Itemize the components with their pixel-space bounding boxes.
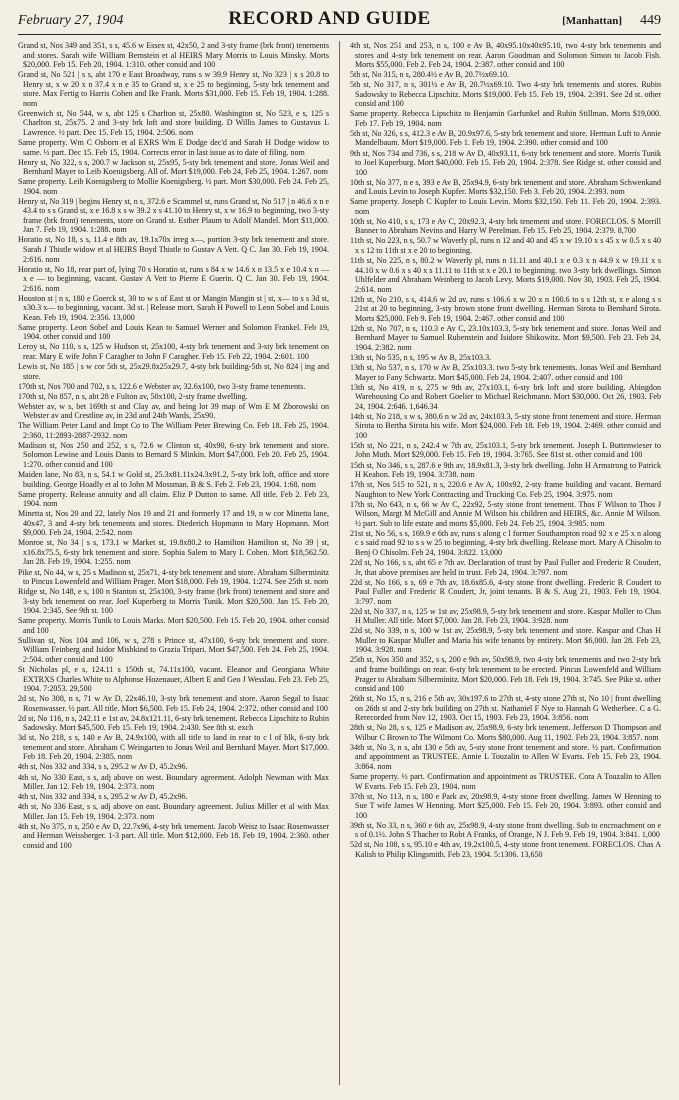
page-header — [18, 8, 661, 35]
transaction-entry: Horatio st, No 18, rear part of, lying 70 s Horatio st, runs s 84 x w 14.6 x n 13.5 x e 10.4 x n — x e — to beginning, vacant. Gustav A Vett to Pierre E Guerin. Q C. Jan 30. Feb 19, 1904. 2:616. nom — [18, 264, 330, 293]
transaction-entry: 14th st, No 218, s w s, 380.6 n w 2d av, 24x103.3, 5-sty stone front tenement and store. Herman Sirota to Bertha Sirota his wife. Mort $24,000. Feb 18. Feb 19, 1904. 2:469. other consid and 100 — [350, 411, 661, 440]
right-column — [350, 41, 661, 1085]
transaction-entry: Ridge st, No 148, e s, 100 n Stanton st, 25x100, 3-sty frame (brk front) tenement and store and 3-sty brk tenement on rear. Joel Kuperberg to Morris Tunik. Mort $20,500. Jan 15. Feb 20, 1904. 2:345. See 9th st. 100 — [18, 587, 330, 616]
section-label: [Manhattan] — [562, 15, 622, 27]
transaction-entry: Horatio st, No 18, s s, 11.4 e 8th av, 19.1x70x irreg x—, portion 3-sty brk tenement and store. Sarah J Thistle widow et al HEIRS Boyd Thistle to Gustav A Vett. Q C. Jan 30. Feb 19, 1904. 2:616. nom — [18, 235, 330, 264]
transaction-entry: 2d st, No 116, n s, 242.11 e 1st av, 24.8x121.11, 6-sty brk tenement. Rebecca Lipschitz to Rubin Sadowsky. Mort $45,500. Feb 15. Feb 19, 1904. 2:430. See 8th st. exch — [18, 713, 330, 733]
transaction-entry: 22d st, No 339, n s, 100 w 1st av, 25x98.9, 5-sty brk tenement and store. Kaspar and Chas H Muller to Kaspar Muller and Maria his wife tenants by entirety. Mort $6,000. Jan 28. Feb 23, 1904. 3:928. nom — [350, 626, 661, 655]
transaction-entry: 2d st, No 308, n s, 71 w Av D, 22x46.10, 3-sty brk tenement and store. Aaron Segal to Isaac Rosenwasser. ½ part. All title. Mort $6,500. Feb 15. Feb 24, 1904. 2:372. other consid and 100 — [18, 694, 330, 713]
transaction-entry: 15th st, No 221, n s, 242.4 w 7th av, 25x103.1, 5-sty brk tenement. Joseph L Buttenwieser to John Muth. Mort $29,000. Feb 15. Feb 19, 1904. 3:765. See 81st st. other consid and 100 — [350, 440, 661, 460]
header-right — [501, 13, 661, 29]
transaction-entry: 9th st, Nos 734 and 736, s s, 218 w Av D, 40x93.11, 6-sty brk tenement and store. Morris Tunik to Joel Kuperburg. Mort $40,000. Feb 15. Feb 20, 1904. 2:378. See Ridge st. other consid and 100 — [350, 148, 661, 177]
column-divider — [339, 41, 340, 1085]
transaction-entry: Monroe st, No 34 | s s, 173.1 w Market st, 19.8x80.2 to Hamilton Hamilton st, No 39 | st, x16.8x75.5, 6-sty brk tenement and store. Sophia Salem to Mary L Cohen. Mort $18,562.50. Jan 28. Feb 19, 1904. 1:255. nom — [18, 538, 330, 567]
transaction-entry: 11th st, No 223, n s, 50.7 w Waverly pl, runs n 12 and 40 and 45 x w 19.10 x s 45 x w 0.5 x s 40 x s 12 to 11th st x e 20 to beginning. — [350, 236, 661, 255]
transaction-entry: 26th st, No 15, n s, 216 e 5th av, 30x197.6 to 27th st, 4-sty stone 27th st, No 10 | front dwelling on 26th st and 2-sty brk building on 27th st. Nathaniel F Nye to Hannah G Wetherbee. C a G. Rerecorded from Nov 12, 1903. Oct 15, 1903. Feb 23, 1904. 3:856. nom — [350, 694, 661, 723]
transaction-entry: Same property. Leon Sobel and Louis Kean to Samuel Werner and Solomon Frankel. Feb 19, 1904. other consid and 100 — [18, 322, 330, 342]
transaction-entry: 13th st, No 537, n s, 170 w Av B, 25x103.3. two 5-sty brk tenements. Jonas Weil and Bernhard Mayer to Fany Schwartz. Mort $45,000. Feb 24, 1904. 2:407. other consid and 100 — [350, 363, 661, 382]
transaction-entry: 13th st, No 535, n s, 195 w Av B, 25x103.3. — [350, 353, 492, 362]
transaction-entry: 170th st, No 857, n s, abt 28 e Fulton av, 50x100, 2-sty frame dwelling. — [18, 391, 248, 401]
transaction-entry: 5th st, No 317, n s, 301½ e Av B, 20.7½x69.10. Two 4-sty brk tenements and stores. Rubin Sadowsky to Rebecca Lipschitz. Morts $19,000. Feb 15. Feb 19, 1904. 2:391. See 2d st. other consid and 100 — [350, 80, 661, 109]
transaction-entry: Same property. ½ part. Confirmation and appointment as TRUSTEE. Cora A Touzalin to Allen W Evarts. Feb 15. Feb 23, 1904. nom — [350, 772, 661, 791]
transaction-entry: Lewis st, No 185 | s w cor 5th st, 25x29.8x25x29.7, 4-sty brk building-5th st, No 824 | ing and store. — [18, 362, 330, 381]
transaction-entry: 4th st, Nos 332 and 334, s s, 295.2 w Av D, 45.2x96. — [18, 762, 188, 772]
text-columns — [18, 41, 661, 1085]
transaction-entry: 12th st, No 210, s s, 414.6 w 2d av, runs s 106.6 x w 20 x n 100.6 to s s 12th st, x e along s s 21st at 20 to beginning, 3-sty brown stone front dwelling. Herman Sirota to Bernhard Sirota. Morts $25,000. Feb 9. Feb 19, 1904. 2:467. other consid and 100 — [350, 294, 661, 323]
transaction-entry: Henry st, No 322, s s, 200.7 w Jackson st, 25x95, 5-sty brk tenement and store. Jonas Weil and Bernhard Mayer to Leib Koenigsberg. All of. Mort $19,000. Feb 24, Feb 25, 1904. 1:267. nom — [18, 157, 330, 177]
transaction-entry: 3d st, No 218, s s, 140 e Av B, 24.9x100, with all title to land in rear to c l of blk, 6-sty brk tenement and store. Abraham C Weingarten to Jonas Weil and Bernhard Mayer. Mort $17,000. Feb 18. Feb 20, 1904. 2:385. nom — [18, 733, 330, 762]
transaction-entry: 12th st, No 707, n s, 110.3 e Av C, 23.10x103.3, 5-sty brk tenement and store. Jonas Weil and Bernhard Mayer to Samuel Rubenstein and Isidore Shikowitz. Mort $9,500. Feb 23. Feb 24, 1904. 2:382. nom — [350, 323, 661, 352]
transaction-entry: Minetta st, Nos 20 and 22, lately Nos 19 and 21 and formerly 17 and 19, n w cor Minetta lane, 40x47, 3 and 4-sty brk tenements and stores. Diederich Hopmann to Mary Hopmann. Mort $9,000. Feb 24, 1904. 2:542. nom — [18, 509, 330, 538]
transaction-entry: 11th st, No 225, n s, 80.2 w Waverly pl, runs n 11.11 and 40.1 x e 0.3 x n 44.9 x w 19.11 x s 44.10 x w 0.6 x s 40 x s 11.11 to 11th st x e 20.1 to beginning. two 3-sty brk dwellings. Simon Uhlfelder and Abraham Weinberg to Jacob Levy. Morts $19,000. Nov 30, 1903. Feb 25, 1904. 2:614. nom — [350, 256, 661, 294]
issue-date: February 27, 1904 — [18, 13, 124, 28]
transaction-entry: 21st st, No 56, s s, 169.9 e 6th av, runs s along c l former Southampton road 92 x e 25 x n along c s said road 92 to s s w 25 to beginning, 4-sty brk dwelling. Release mort. Mary A Chisolm to Benj O Chisolm. Feb 24, 1904. 3:822. 13,000 — [350, 528, 661, 557]
transaction-entry: Leroy st, No 110, s s, 125 w Hudson st, 25x100, 4-sty brk tenement and 3-sty brk tenement on rear. Mary E wife John F Caragher to John F Caragher. Feb 15. Feb 22, 1904. 2:601. 100 — [18, 342, 330, 361]
transaction-entry: 39th st, No 33, n s, 360 e 6th av, 25x98.9, 4-sty stone front dwelling. Sub to encroachment on e s of 0.1½. John S Thacher to Robt A Franks, of Orange, N J. Feb 9. Feb 19, 1904. 3:841. 1,000 — [350, 820, 661, 840]
transaction-entry: Webster av, w s, bet 169th st and Clay av, and being lot 39 map of Wm E M Zborowski on Webster av and Crestline av, in 23d and 24th Wards, 25x90. — [18, 401, 330, 421]
transaction-entry: Henry st, No 319 | begins Henry st, n s, 372.6 e Scammel st, runs Grand st, No 517 | n 46.6 x n e 43.4 to s s Grand st, x e 16.8 x s w 39.2 x s 41.10 to Henry st, x w 16.9 to beginning, two 3-sty frame (brk front) tenements, store on Grand st. Esther Plaum to Adolf Mandel. Mort $11,000. Jan 7. Feb 19, 1904. 1:288. nom — [18, 196, 330, 235]
transaction-entry: 22d st, No 166, s s, 69 e 7th av, 18.6x85.6, 4-sty stone front dwelling. Frederic R Coudert to Paul Fuller and Frederic R Coudert, Jr, joint tenants. B & S. Aug 21, 1903. Feb 19, 1904. 3:797. nom — [350, 577, 661, 606]
transaction-entry: Madison st, Nos 250 and 252, s s, 72.6 w Clinton st, 40x90, 6-sty brk tenement and store. Solomon Lewine and Louis Danis to Bernard S Minkin. Mort $47,000. Feb 20. Feb 25, 1904. 1:270. other consid and 100 — [18, 440, 330, 470]
transaction-entry: 4th st, No 330 East, s s, adj above on west. Boundary agreement. Adolph Newman with Max Miller. Jan 12. Feb 19, 1904. 2:373. nom — [18, 772, 330, 792]
transaction-entry: Same property. Leib Koenigsberg to Mollie Koenigsberg. ½ part. Mort $30,000. Feb 24. Feb 25, 1904. nom — [18, 177, 330, 196]
transaction-entry: 25th st, Nos 350 and 352, s s, 200 e 9th av, 50x98.9, two 4-sty brk tenements and two 2-sty brk and frame buildings on rear. 6-sty brk tenement to be erected. Pincus Lowenfeld and William Prager to Abraham Silberminitz. Mort $20,000. Feb 18. Feb 19, 1904. 3:745. See Pike st. other consid and 100 — [350, 655, 661, 694]
publication-title: RECORD AND GUIDE — [228, 8, 431, 29]
transaction-entry: Same property. Wm C Osborn et al EXRS Wm E Dodge dec'd and Sarah H Dodge widow to same. ½ part. Dec 15. Feb 15, 1904. Corrects error in last issue as to date of filing. nom — [18, 137, 330, 157]
transaction-entry: Grand st, No 521 | s s, abt 170 e East Broadway, runs s w 39.9 Henry st, No 323 | x s 20.8 to Henry st, x w 20 x n 37.4 x n e 35 to Grand st, x e 25 to beginning, 5-sty brk tenement and store. Max Fertig to Harris Cohen and Ike Frank. Morts $31,000. Feb 15. Feb 19, 1904. 1:288. nom — [18, 70, 330, 108]
transaction-entry: 10th st, No 410, s s, 173 e Av C, 20x92.3, 4-sty brk tenement and store. FORECLOS. S Morrill Banner to Abraham Nevins and Harry W Perelman. Feb 15. Feb 25, 1904. 2:379. 8,700 — [350, 216, 661, 236]
transaction-entry: 170th st, Nos 700 and 702, s s, 122.6 e Webster av, 32.6x100, two 3-sty frame tenements. — [18, 381, 306, 391]
transaction-entry: 37th st, No 113, n s, 180 e Park av, 20x98.9, 4-sty stone front dwelling. James W Henning to Sue T wife James W Henning. Mort $25,000. Feb 15. Feb 20, 1904. 3:893. other consid and 100 — [350, 791, 661, 820]
transaction-entry: The William Peter Land and Impt Co to The William Peter Brewing Co. Feb 18. Feb 25, 1904. 2:360, 11:2893-2887-2932. nom — [18, 421, 330, 440]
transaction-entry: Greenwich st, No 544, w s, abt 125 s Charlton st, 25x80. Washington st, No 523, e s, 125 s Charlton st, 25x75. 2 and 3-sty brk loft and store building. D Willis James to Gustavus L Lawrence. ½ part. Dec 15. Feb 15, 1904. 2:506. nom — [18, 108, 330, 137]
transaction-entry: St Nicholas pl, e s, 124.11 s 150th st, 74.11x100, vacant. Eleanor and Georgiana White EXTRXS Charles White to Alphonse Hozenauer, Albert E and Geo J Wesslau. Feb 23. Feb 25, 1904. 7:2053. 29,500 — [18, 665, 330, 694]
transaction-entry: 22d st, No 337, n s, 125 w 1st av, 25x98.9, 5-sty brk tenement and store. Kaspar Muller to Chas H Muller. All title. Mort $7,000. Jan 28. Feb 23, 1904. 3:928. nom — [350, 606, 661, 626]
newspaper-page — [18, 8, 661, 1092]
transaction-entry: Pike st, No 44, w s, 25 s Madison st, 25x71, 4-sty brk tenement and store. Abraham Silberminitz to Pincus Lowenfeld and William Prager. Mort $18,000. Feb 19, 1904. 1:274. See 25th st. nom — [18, 567, 330, 587]
transaction-entry: Same property. Release annuity and all claim. Eliz P Dutton to same. All title. Feb 2. Feb 23, 1904. nom — [18, 489, 330, 509]
transaction-entry: 4th st, Nos 332 and 334, s s, 295.2 w Av D, 45.2x96. — [18, 792, 188, 802]
transaction-entry: 17th st, No 643, n s, 66 w Av C, 22x92, 5-sty stone front tenement. Thos F Wilson to Thos J Wilson, Margt M McGill and Annie M Wilson his children and HEIRS, &c. Annie M Wilson. ½ part. Sub to life estate and morts $5,000. Feb 24. Feb 25, 1904. 3:985. nom — [350, 499, 661, 528]
page-number: 449 — [640, 13, 661, 28]
transaction-entry: 5th st, No 315, n s, 280.4½ e Av B, 20.7½x69.10. — [350, 70, 510, 80]
transaction-entry: 13th st, No 419, n s, 275 w 9th av, 27x103.1, 6-sty brk loft and store building. Abingdon Warehousing Co and Robert Goelier to Michael Reichmann. Mort $30,000. Oct 26, 1903. Feb 24, 1904. 2:646. 1,646.34 — [350, 382, 661, 411]
transaction-entry: 52d st, No 108, s s, 95.10 e 4th av, 19.2x100.5, 4-sty stone front tenement. FORECLOS. Chas A Kalish to Philip Klingsmith. Feb 23, 1904. 5:1306. 13,650 — [350, 840, 661, 859]
transaction-entry: 4th st, No 336 East, s s, adj above on east. Boundary agreement. Julius Miller et al with Max Miller. Jan 15. Feb 19, 1904. 2:373. nom — [18, 802, 330, 821]
transaction-entry: 10th st, No 377, n e s, 393 e Av B, 25x94.9, 6-sty brk tenement and store. Abraham Schwenkand and Louis Levin to Joseph Kupfer. Morts $32,150. Feb 3. Feb 20, 1904. 2:393. nom — [350, 177, 661, 197]
transaction-entry: 34th st, No 3, n s, abt 130 e 5th av, 5-sty stone front tenement and store. ½ part. Confirmation and appointment as TRUSTEE. Annie L Touzalin to Allen W Evarts. Feb 15. Feb 23, 1904. 3:864. nom — [350, 742, 661, 771]
transaction-entry: Maiden lane, No 83, n s, 54.1 w Gold st, 25.3x81.11x24.3x91.2, 5-sty brk loft, office and store building. George Hoadly et al to John M Mossman. B & S. Feb 2. Feb 23, 1904. 1:68. nom — [18, 470, 330, 489]
transaction-entry: 5th st, No 326, s s, 412.3 e Av B, 20.9x97.6, 5-sty brk tenement and store. Herman Luft to Annie Mandelbaum. Mort $19,000. Feb 1. Feb 19, 1904. 2:390. other consid and 100 — [350, 128, 661, 148]
transaction-entry: 22d st, No 166, s s, abt 65 e 7th av. Declaration of trust by Paul Fuller and Frederic R Coudert, Jr, that above premises are held in trust. Feb 24, 1904. 3:797. nom — [350, 557, 661, 577]
transaction-entry: Sullivan st, Nos 104 and 106, w s, 278 s Prince st, 47x100, 6-sty brk tenement and store. William Feinberg and Isidor Mishkind to Grazia Tripari. Mort $47,500. Feb 24. Feb 25, 1904. 2:504. other consid and 100 — [18, 635, 330, 664]
transaction-entry: 28th st, No 28, s s, 125 e Madison av, 25x98.9, 6-sty brk tenement. Jefferson D Thompson and Wilbur C Brown to The Wilmont Co. Morts $80,000. Aug 11, 1902. Feb 23, 1904. 3:857. nom — [350, 723, 661, 742]
transaction-entry: Houston st | n s, 180 e Goerck st, 30 to w s of East st or Mangin Mangin st | st, x— to s s 3d st, x30.3 x— to beginning, vacant. 3d st. | Release mort. Sarah H Powell to Leon Sobel and Louis Kean. Feb 19, 1904. 2:356. 13,000 — [18, 293, 330, 322]
transaction-entry: 17th st, Nos 515 to 521, n s, 220.6 e Av A, 100x92, 2-sty frame building and vacant. Bernard Naughton to New York Contracting and Trucking Co. Feb 25, 1904. 3:975. nom — [350, 480, 661, 499]
transaction-entry: Same property. Rebecca Lipschitz to Benjamin Garfunkel and Rubin Stillman. Morts $19,000. Feb 17. Feb 19, 1904. nom — [350, 109, 661, 128]
transaction-entry: 15th st, No 346, s s, 287.6 e 9th av, 18.9x81.3, 3-sty brk dwelling. John H Armstrong to Patrick H Keahon. Feb 19, 1904. 3:738. nom — [350, 460, 661, 480]
transaction-entry: 4th st, No 375, n s, 250 e Av D, 22.7x96, 4-sty brk tenement. Jacob Weisz to Isaac Rosenwasser and Herman Weissberger. 1-3 part. All title. Mort $12,000. Feb 18. Feb 19, 1904. 2:360. other consid and 100 — [18, 821, 330, 850]
left-column — [18, 41, 329, 1085]
transaction-entry: Same property. Morris Tunik to Louis Marks. Mort $20,500. Feb 15. Feb 20, 1904. other consid and 100 — [18, 616, 330, 635]
transaction-entry: Grand st, Nos 349 and 351, s s, 45.6 w Essex st, 42x50, 2 and 3-sty frame (brk front) tenements and stores. Sarah wife William Bernstein et al HEIRS Mary Morris to Louis Minsky. Morts $20,000. Feb 15. Feb 20, 1904. 1:310. other consid and 100 — [18, 41, 330, 70]
transaction-entry: Same property. Joseph C Kupfer to Louis Levin. Morts $32,150. Feb 11. Feb 20, 1904. 2:393. nom — [350, 197, 661, 216]
transaction-entry: 4th st, Nos 251 and 253, n s, 100 e Av B, 40x95.10x40x95.10, two 4-sty brk tenements and stores and 4-sty brk tenement on rear. Aaron Goodman and Solomon Simon to Jacob Fish. Morts $55,000. Feb 2. Feb 24, 1904. 2:387. other consid and 100 — [350, 41, 661, 70]
